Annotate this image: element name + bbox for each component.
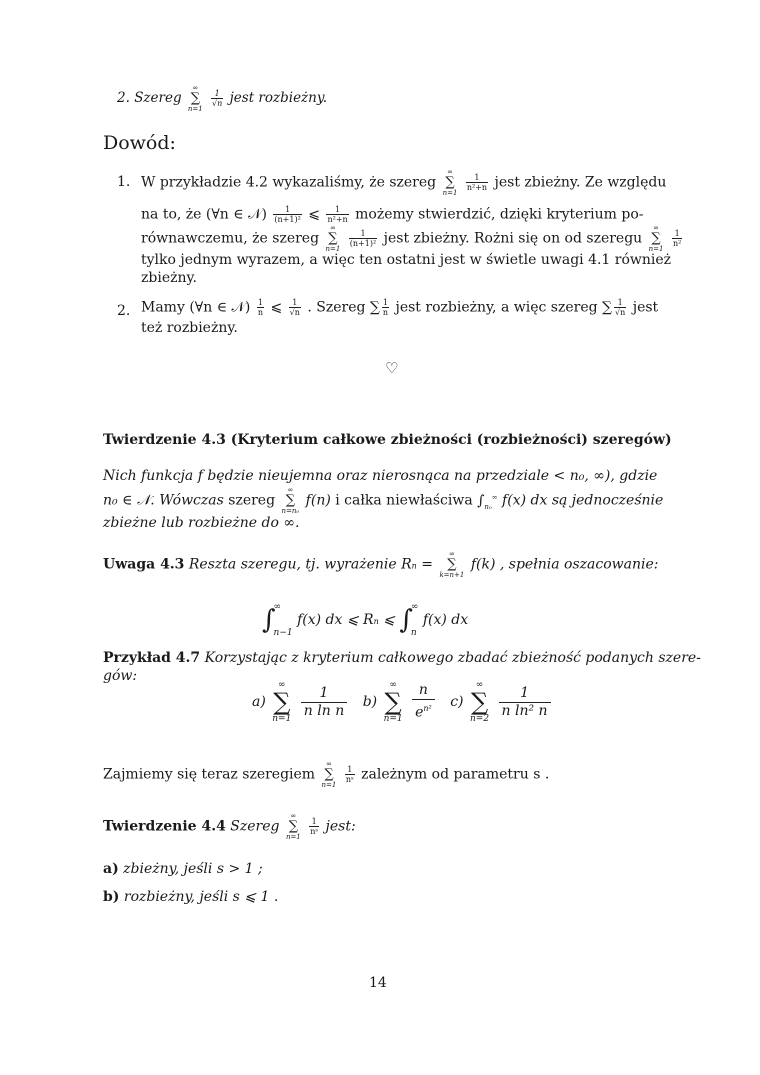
fraction-1-n: $\frac{1}{n}$ (382, 298, 389, 317)
fraction-1-n-plus-1-sq: $\frac{1}{\text{(n+1)²}}$ (274, 205, 301, 224)
theorem-4-4: Twierdzenie 4.4 Szereg ∞ ∑ n=1 $\frac{1}{\text{nˢ}}$ jest: (103, 812, 356, 841)
fraction-1-n-s: $\frac{1}{\text{nˢ}}$ (345, 765, 354, 784)
fraction-1-n-plus-1-sq: $\frac{1}{\text{(n+1)²}}$ (349, 229, 377, 248)
proof-item1-line5: zbieżny. (141, 270, 197, 286)
fraction-1-sqrt-n: $\frac{1}{√n}$ (212, 89, 223, 108)
proof-item1-line4: tylko jednym wyrazem, a więc ten ostatni jest w świetle uwagi 4.1 również (141, 252, 672, 268)
fraction-1-sqrt-n: $\frac{1}{√n}$ (615, 298, 626, 317)
sum-symbol: ∞ ∑ n=1 (383, 680, 403, 724)
item2-top: 2. Szereg ∞ ∑ n=1 $\frac{1}{√n}$ jest rozbieżny. (117, 84, 327, 113)
proof-item1-number: 1. (117, 174, 131, 190)
proof-item2-line2: też rozbieżny. (141, 320, 238, 336)
remark-4-3-formula: ∫ ∞ n−1 f(x) dx ⩽ Rn ⩽ ∫ ∞ n f(x) dx (262, 602, 469, 638)
sum-symbol: ∞ ∑ n=1 (321, 760, 337, 789)
theorem-4-4-case-a: a) zbieżny, jeśli s > 1 ; (103, 861, 263, 877)
fraction-1-n: $\frac{1}{n}$ (257, 298, 263, 317)
fraction-1-n2-plus-n: $\frac{1}{\text{n²+n}}$ (327, 205, 348, 224)
proof-item2-number: 2. (117, 303, 131, 319)
parameter-line: Zajmiemy się teraz szeregiem ∞ ∑ n=1 $\frac{1}{\text{nˢ}}$ zależnym od parametru s . (103, 760, 550, 789)
sum-symbol: ∞ ∑ n=1 (272, 680, 292, 724)
sum-symbol: ∞ ∑ n=2 (469, 680, 490, 724)
theorem-4-3-line1: Nich funkcja f będzie nieujemna oraz nierosnąca na przedziale < n₀, ∞), gdzie (103, 468, 658, 484)
sum-symbol: ∞ ∑ n=n₀ (281, 486, 300, 515)
proof-item1-line3: równawczemu, że szereg ∞ ∑ n=1 $\frac{1}{\text{(n+1)²}}$ jest zbieżny. Rożni się on od szeregu ∞ ∑ n=1 $\frac{1}{\text{n²}}$ (141, 224, 682, 253)
example-4-7-line2: gów: (103, 668, 138, 684)
fraction-1-n2-plus-n: $\frac{1}{\text{n²+n}}$ (466, 173, 488, 192)
sum-symbol: ∞ ∑ n=1 (285, 812, 301, 841)
theorem-4-3-line3: zbieżne lub rozbieżne do ∞. (103, 515, 300, 531)
page-number: 14 (369, 975, 387, 991)
proof-item1-line1: W przykładzie 4.2 wykazaliśmy, że szereg ∞ ∑ n=1 $\frac{1}{\text{n²+n}}$ jest zbieżny. Ze względu (141, 168, 667, 197)
fraction-1-n2: $\frac{1}{\text{n²}}$ (672, 229, 682, 248)
theorem-4-3-line2: n₀ ∈ 𝒩. Wówczas szereg ∞ ∑ n=n₀ f(n) i całka niewłaściwa $\int_{n_0}^\infty$ f(x) dx są jednocześnie (103, 486, 664, 515)
sum-symbol: ∞ ∑ n=1 (442, 168, 458, 197)
proof-item1-line2: na to, że (∀n ∈ 𝒩) $\frac{1}{\text{(n+1)²}}$ ⩽ $\frac{1}{\text{n²+n}}$ możemy stwierdzić, dzięki kryterium po- (141, 205, 644, 224)
proof-heading: Dowód: (103, 132, 176, 154)
example-4-7-line1: Przykład 4.7 Korzystając z kryterium całkowego zbadać zbieżność podanych szere- (103, 650, 701, 666)
example-4-7-series: a) ∞ ∑ n=1 $\frac{1}{\text{n ln n}}$ b) ∞ ∑ n=1 $\frac{n}{e^{n^2}}$ c) ∞ ∑ n=2 $\frac{1}{\text{n ln² n}}$ (252, 680, 554, 724)
fraction-1-n-ln-n: $\frac{1}{\text{n ln n}}$ (301, 685, 347, 720)
fraction-n-e-n2: $\frac{n}{e^{n^2}}$ (412, 682, 435, 722)
sum-symbol: ∞ ∑ k=n+1 (439, 550, 465, 579)
fraction-1-sqrt-n: $\frac{1}{√n}$ (289, 298, 300, 317)
theorem-4-3-label: Twierdzenie 4.3 (Kryterium całkowe zbieżności (rozbieżności) szeregów) (103, 432, 672, 448)
fraction-1-n-ln2-n: $\frac{1}{\text{n ln² n}}$ (499, 685, 551, 720)
sum-symbol: ∞ ∑ n=1 (648, 224, 664, 253)
fraction-1-n-s: $\frac{1}{\text{nˢ}}$ (310, 817, 319, 836)
proof-item2-line1: Mamy (∀n ∈ 𝒩) $\frac{1}{n}$ ⩽ $\frac{1}{√n}$ . Szereg ∑ $\frac{1}{n}$ jest rozbieżny, a więc szereg ∑ $\frac{1}{√n}$ jest (141, 298, 659, 317)
heart-icon: ♡ (385, 359, 399, 377)
sum-symbol: ∞ ∑ n=1 (325, 224, 341, 253)
remark-4-3: Uwaga 4.3 Reszta szeregu, tj. wyrażenie Rn = ∞ ∑ k=n+1 f(k) , spełnia oszacowanie: (103, 550, 659, 579)
theorem-4-4-case-b: b) rozbieżny, jeśli s ⩽ 1 . (103, 889, 279, 905)
sum-symbol: ∞ ∑ n=1 (187, 84, 203, 113)
